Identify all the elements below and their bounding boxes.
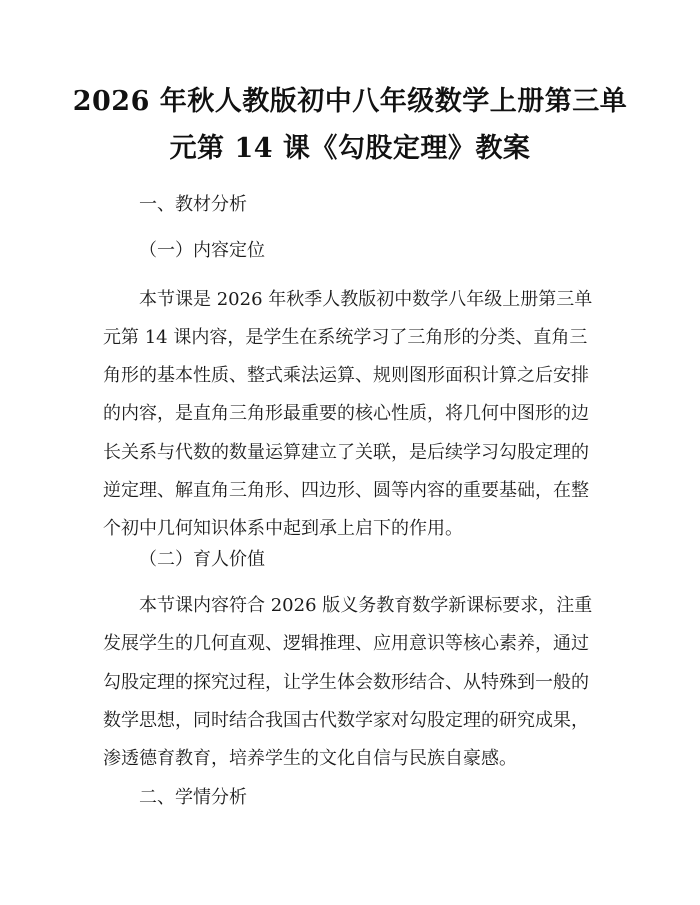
section-heading-learner-analysis: 二、学情分析: [139, 787, 247, 808]
paragraph-2-line-2: 发展学生的几何直观、逻辑推理、应用意识等核心素养，通过: [103, 633, 589, 654]
section-heading-textbook-analysis: 一、教材分析: [139, 194, 247, 215]
paragraph-1-line-2: 元第 14 课内容，是学生在系统学习了三角形的分类、直角三: [103, 327, 588, 348]
paragraph-1-line-4: 的内容，是直角三角形最重要的核心性质，将几何中图形的边: [103, 403, 589, 424]
subsection-heading-educational-value: （二）育人价值: [139, 549, 265, 570]
paragraph-2-line-5: 渗透德育教育，培养学生的文化自信与民族自豪感。: [103, 748, 517, 769]
document-title-line-1: 2026 年秋人教版初中八年级数学上册第三单: [72, 86, 628, 117]
paragraph-1-line-5: 长关系与代数的数量运算建立了关联，是后续学习勾股定理的: [103, 442, 589, 463]
subsection-heading-content-positioning: （一）内容定位: [139, 240, 265, 261]
paragraph-2-line-3: 勾股定理的探究过程，让学生体会数形结合、从特殊到一般的: [103, 672, 589, 693]
paragraph-2-line-4: 数学思想，同时结合我国古代数学家对勾股定理的研究成果，: [103, 710, 589, 731]
document-title-line-2: 元第 14 课《勾股定理》教案: [169, 133, 531, 164]
paragraph-2-line-1: 本节课内容符合 2026 版义务教育数学新课标要求，注重: [139, 595, 593, 616]
paragraph-1-line-6: 逆定理、解直角三角形、四边形、圆等内容的重要基础，在整: [103, 480, 589, 501]
paragraph-1-line-1: 本节课是 2026 年秋季人教版初中数学八年级上册第三单: [139, 289, 593, 310]
paragraph-1-line-3: 角形的基本性质、整式乘法运算、规则图形面积计算之后安排: [103, 365, 589, 386]
paragraph-1-line-7: 个初中几何知识体系中起到承上启下的作用。: [103, 518, 463, 539]
